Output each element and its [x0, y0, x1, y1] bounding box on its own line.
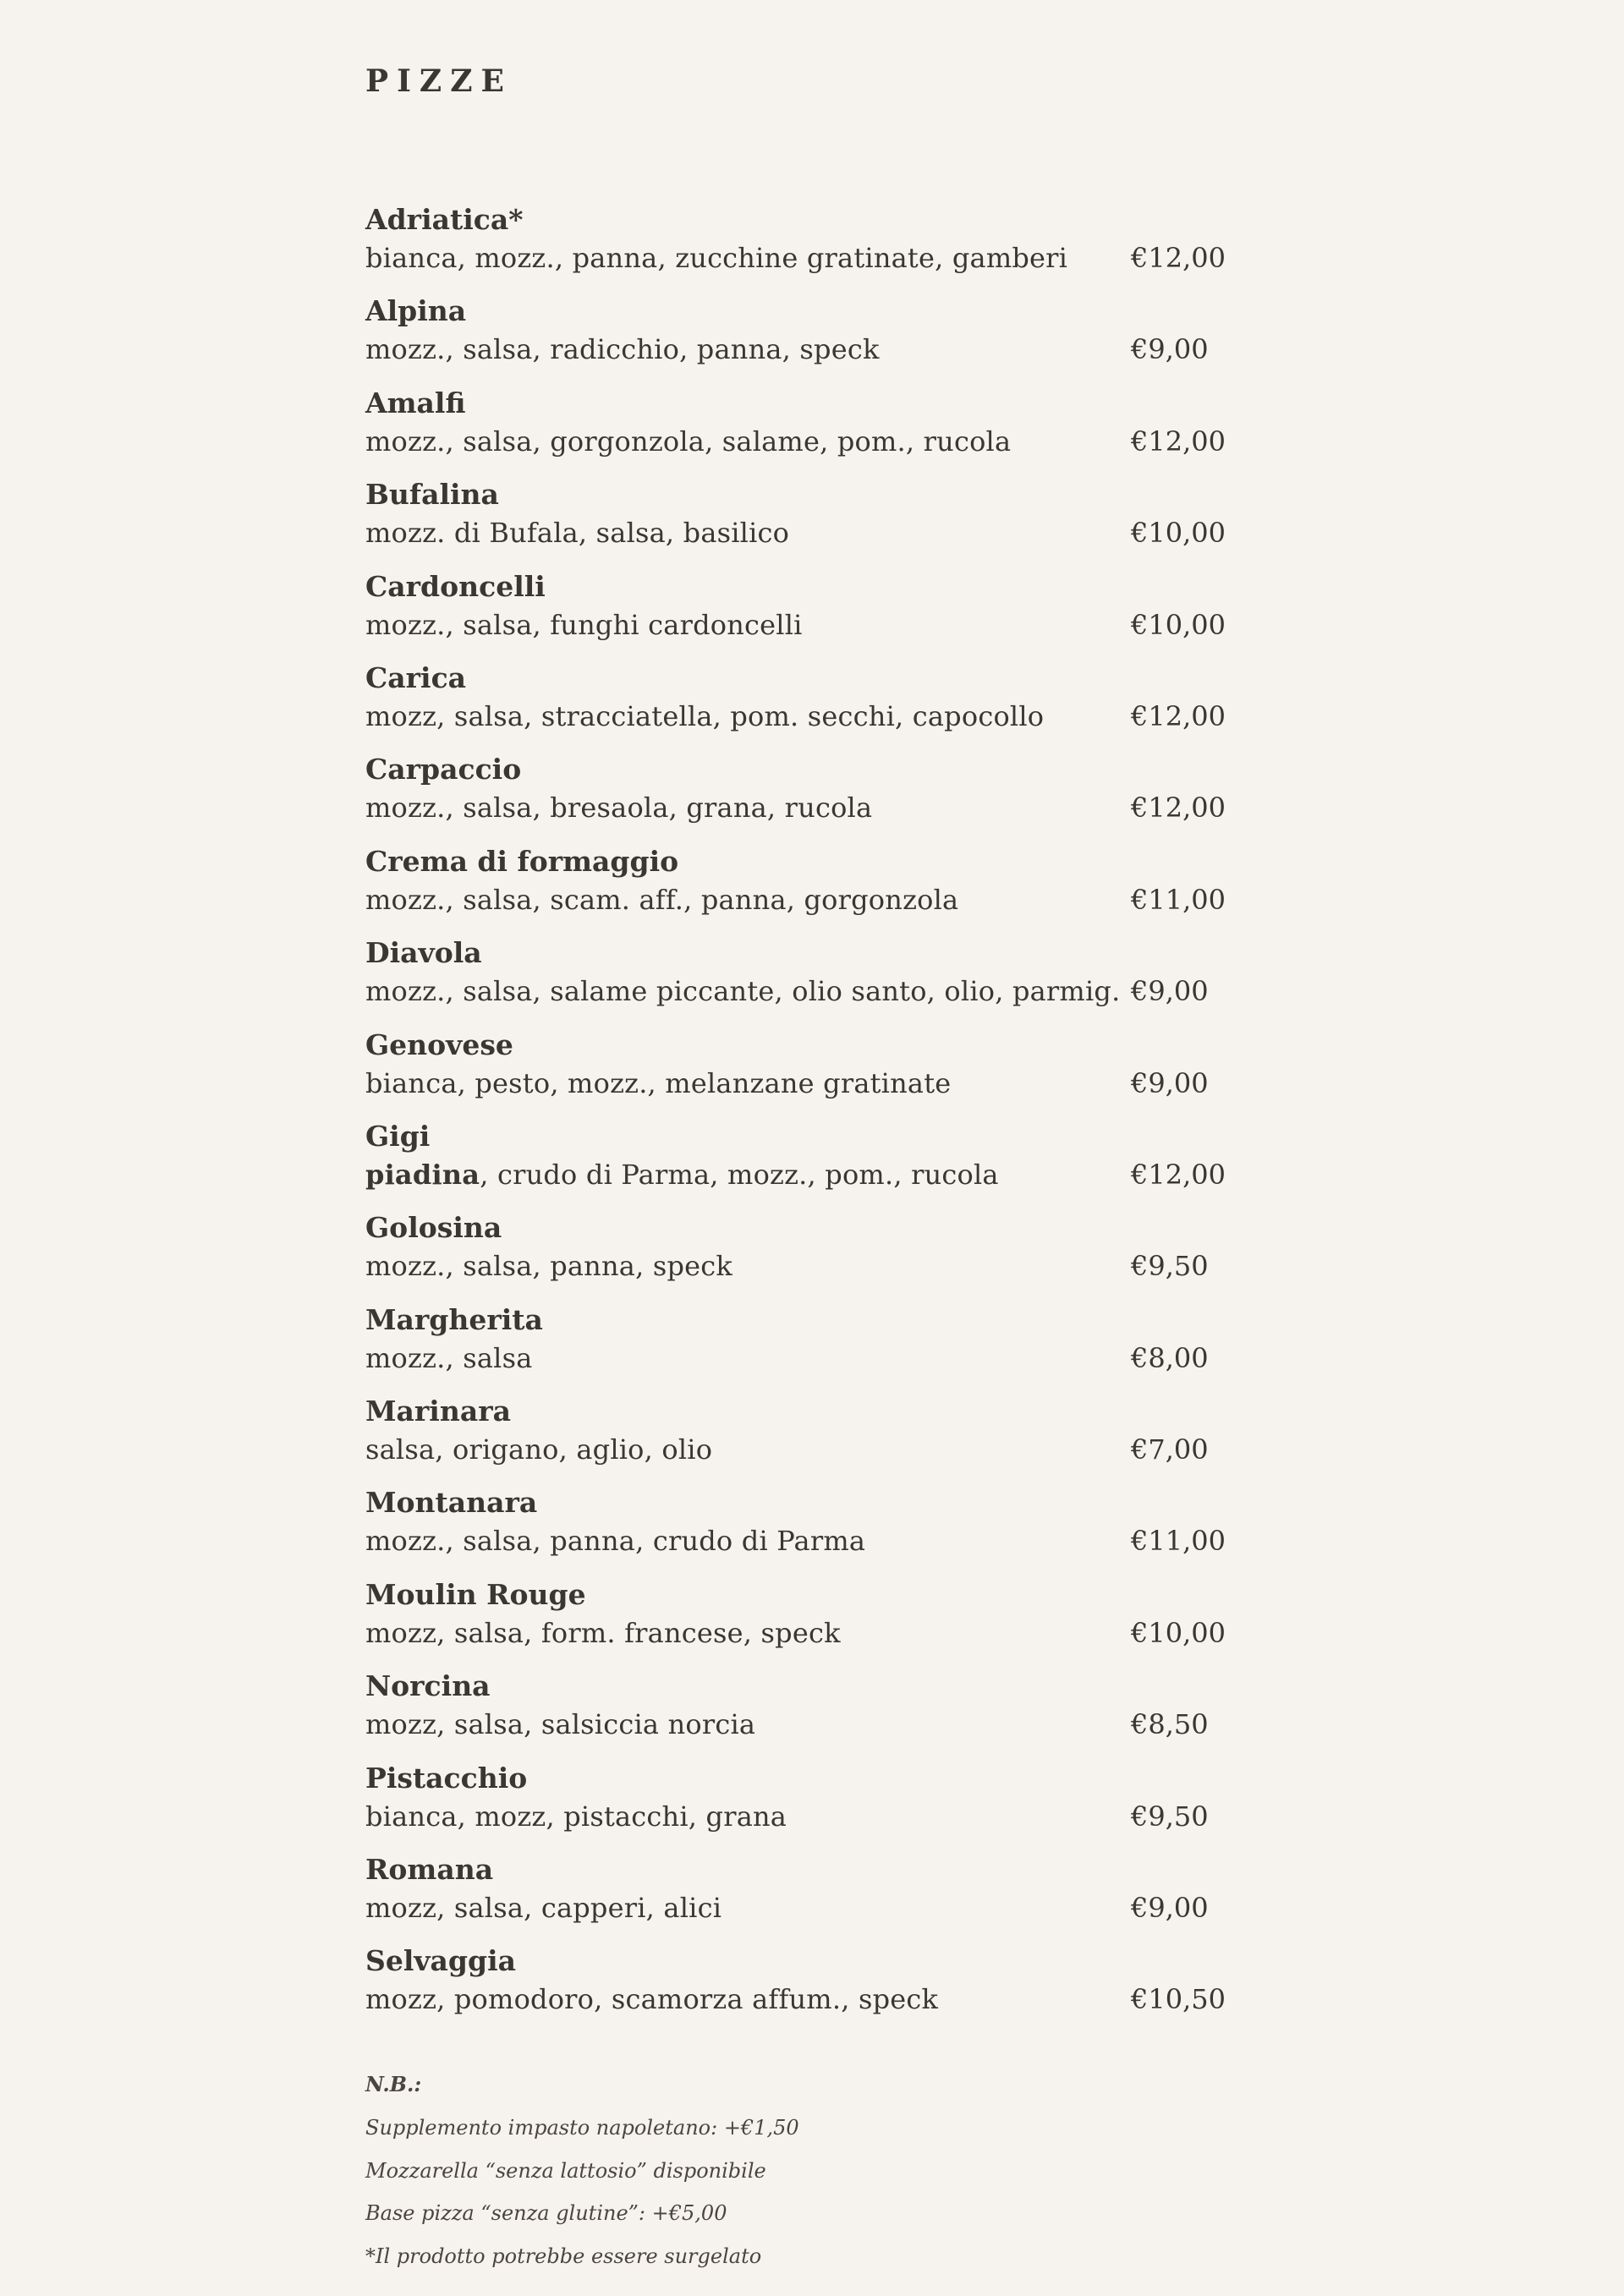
item-name: Norcina: [365, 1669, 491, 1703]
menu-item: [365, 478, 1313, 569]
item-price: €12,00: [1131, 1158, 1226, 1191]
item-description: [365, 1616, 841, 1650]
item-description: [365, 1433, 712, 1466]
notes-section: [365, 2068, 1127, 2282]
item-description-text: mozz., salsa, bresaola, grana, rucola: [365, 792, 873, 825]
item-name: Crema di formaggio: [365, 844, 679, 878]
item-description: [365, 1891, 721, 1925]
item-description-text: bianca, pesto, mozz., melanzane gratinate: [365, 1066, 952, 1099]
item-name: Margherita: [365, 1302, 543, 1336]
item-description: [365, 332, 880, 366]
item-price: €9,50: [1131, 1800, 1209, 1833]
item-price: €11,00: [1131, 1525, 1226, 1558]
menu-item: [365, 936, 1313, 1027]
note-line: Supplemento impasto napoletano: +€1,50: [365, 2115, 799, 2140]
menu-item: [365, 1578, 1313, 1669]
item-price: €12,00: [1131, 699, 1226, 732]
item-name: Romana: [365, 1853, 494, 1887]
item-price: €9,00: [1131, 975, 1209, 1008]
item-price: €9,50: [1131, 1250, 1209, 1283]
item-name: Bufalina: [365, 478, 499, 512]
menu-item: [365, 1762, 1313, 1853]
item-price: €8,50: [1131, 1708, 1209, 1741]
item-description: [365, 608, 803, 642]
item-description-text: mozz, salsa, form. francese, speck: [365, 1616, 841, 1649]
item-name: Montanara: [365, 1486, 538, 1520]
item-description-text: mozz., salsa, panna, speck: [365, 1250, 732, 1283]
menu-item: [365, 386, 1313, 478]
menu-item: [365, 845, 1313, 936]
pizza-list: [365, 203, 1313, 2036]
item-name: Carica: [365, 660, 467, 694]
item-description: [365, 425, 1011, 458]
item-description-text: mozz., salsa, salame piccante, olio santo, olio, parmig.: [365, 975, 1121, 1008]
item-price: €12,00: [1131, 242, 1226, 274]
item-price: €9,00: [1131, 1066, 1209, 1099]
item-description: [365, 241, 1067, 275]
item-description-text: mozz, salsa, stracciatella, pom. secchi, capocollo: [365, 699, 1045, 732]
item-name: Diavola: [365, 936, 482, 970]
item-name: Moulin Rouge: [365, 1577, 586, 1611]
menu-item: [365, 294, 1313, 386]
menu-item: [365, 753, 1313, 844]
item-name: Selvaggia: [365, 1944, 516, 1978]
menu-item: [365, 661, 1313, 753]
item-price: €12,00: [1131, 792, 1226, 825]
item-price: €10,00: [1131, 608, 1226, 641]
item-description-text: bianca, mozz., panna, zucchine gratinate, gamberi: [365, 242, 1068, 274]
item-price: €10,00: [1131, 1616, 1226, 1649]
menu-item: [365, 1211, 1313, 1302]
menu-item: [365, 570, 1313, 661]
item-description-text: mozz., salsa, radicchio, panna, speck: [365, 333, 880, 366]
item-description-text: mozz., salsa: [365, 1341, 533, 1374]
item-description-text: salsa, origano, aglio, olio: [365, 1433, 713, 1466]
note-line: Base pizza “senza glutine”: +€5,00: [365, 2201, 727, 2226]
item-description: [365, 1707, 755, 1741]
item-description-text: mozz., salsa, gorgonzola, salame, pom., rucola: [365, 425, 1012, 458]
item-description-text: mozz. di Bufala, salsa, basilico: [365, 517, 790, 550]
item-price: €10,00: [1131, 517, 1226, 550]
item-description: [365, 974, 1120, 1008]
item-price: €10,50: [1131, 1983, 1226, 2016]
item-description: [365, 791, 872, 825]
item-price: €9,00: [1131, 1892, 1209, 1925]
menu-item: [365, 1486, 1313, 1577]
item-name: Marinara: [365, 1395, 511, 1428]
item-name: Cardoncelli: [365, 569, 546, 603]
item-description-text: mozz., salsa, scam. aff., panna, gorgonzola: [365, 883, 959, 916]
item-name: Adriatica*: [365, 203, 524, 236]
item-name: Golosina: [365, 1211, 502, 1245]
item-name: Amalfi: [365, 386, 466, 419]
item-name: Carpaccio: [365, 753, 522, 786]
item-description: [365, 1158, 999, 1192]
item-description: [365, 1066, 951, 1100]
item-description: [365, 883, 958, 917]
item-description: [365, 1341, 532, 1375]
item-description-text: bianca, mozz, pistacchi, grana: [365, 1800, 787, 1833]
section-title: PIZZE: [365, 63, 513, 99]
item-description-text: mozz, pomodoro, scamorza affum., speck: [365, 1983, 939, 2016]
notes-heading: N.B.:: [365, 2072, 422, 2096]
item-description: [365, 1524, 865, 1558]
menu-item: [365, 203, 1313, 294]
menu-item: [365, 1853, 1313, 1944]
item-description-text: mozz, salsa, capperi, alici: [365, 1892, 722, 1925]
item-description: [365, 1800, 787, 1833]
note-line: *Il prodotto potrebbe essere surgelato: [365, 2244, 762, 2269]
item-name: Pistacchio: [365, 1761, 528, 1795]
item-price: €12,00: [1131, 425, 1226, 458]
item-description-text: mozz., salsa, panna, crudo di Parma: [365, 1525, 866, 1558]
menu-item: [365, 1303, 1313, 1395]
item-name: Alpina: [365, 294, 467, 328]
item-description: [365, 1249, 732, 1283]
item-name: Gigi: [365, 1119, 431, 1153]
item-price: €9,00: [1131, 333, 1209, 366]
item-description-text: mozz, salsa, salsiccia norcia: [365, 1708, 756, 1741]
item-description: [365, 1982, 938, 2016]
item-price: €11,00: [1131, 883, 1226, 916]
item-description-text: mozz., salsa, funghi cardoncelli: [365, 608, 803, 641]
menu-item: [365, 1944, 1313, 2036]
menu-item: [365, 1669, 1313, 1761]
menu-item: [365, 1120, 1313, 1211]
item-price: €7,00: [1131, 1433, 1209, 1466]
item-description-text: , crudo di Parma, mozz., pom., rucola: [480, 1158, 999, 1191]
item-name: Genovese: [365, 1027, 513, 1061]
note-line: Mozzarella “senza lattosio” disponibile: [365, 2158, 766, 2183]
item-description: [365, 699, 1044, 733]
menu-item: [365, 1028, 1313, 1120]
menu-item: [365, 1395, 1313, 1486]
item-description: [365, 516, 789, 550]
item-price: €8,00: [1131, 1341, 1209, 1374]
item-description-lead: piadina: [365, 1158, 480, 1191]
